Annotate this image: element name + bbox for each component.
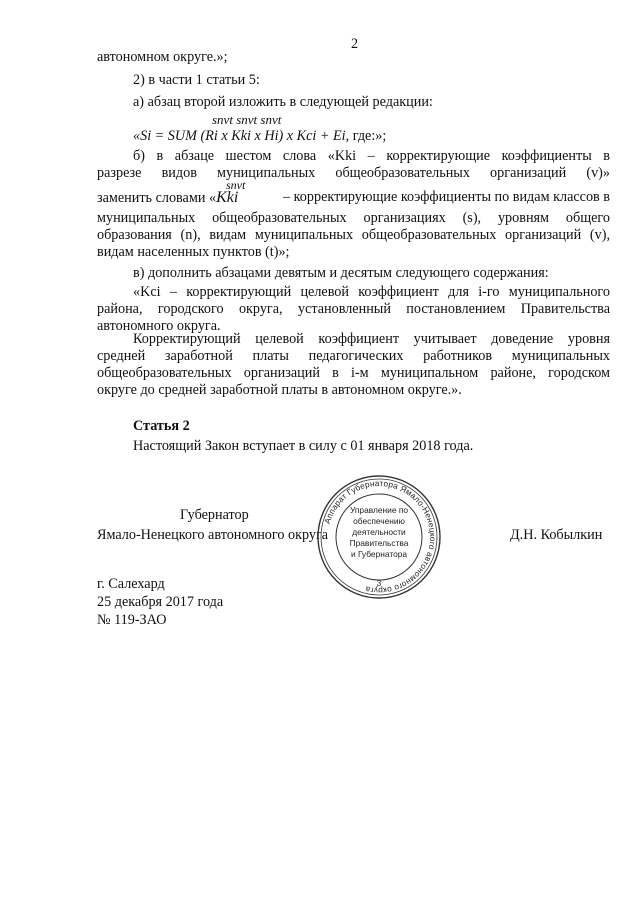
footer-date: 25 декабря 2017 года	[97, 594, 224, 610]
signature-region: Ямало-Ненецкого автономного округа	[97, 527, 329, 543]
article-text: Настоящий Закон вступает в силу с 01 января 2018 года.	[133, 438, 474, 454]
seal-line: Правительства	[349, 538, 409, 548]
paragraph-line: муниципальных общеобразовательных организациях (s), уровням общего	[97, 210, 610, 226]
seal-line: обеспечению	[353, 516, 405, 526]
seal-center-text	[316, 505, 442, 560]
paragraph-line: 2) в части 1 статьи 5:	[133, 72, 260, 88]
kki-superscript: snvt	[226, 178, 246, 192]
page-number: 2	[351, 36, 359, 52]
paragraph-line	[97, 189, 610, 207]
paragraph-line: видам населенных пунктов (t)»;	[97, 244, 290, 260]
signature-name: Д.Н. Кобылкин	[510, 527, 603, 543]
paragraph-line: округе до средней заработной платы в автономном округе.».	[97, 382, 462, 398]
seal-line: Управление по	[349, 505, 409, 515]
footer-city: г. Салехард	[97, 576, 165, 592]
paragraph-d	[97, 284, 610, 335]
paragraph-line: разрезе видов муниципальных общеобразовательных организаций (v)»	[97, 165, 610, 181]
paragraph-line: Корректирующий целевой коэффициент учитывает доведение уровня	[133, 331, 610, 347]
paragraph-b-cont	[97, 210, 610, 261]
paragraph-line: в) дополнить абзацами девятым и десятым следующего содержания:	[133, 265, 549, 281]
replace-words: заменить словами «	[97, 190, 217, 206]
paragraph-line: а) абзац второй изложить в следующей редакции:	[133, 94, 433, 110]
signature-position: Губернатор	[180, 507, 249, 523]
paragraph-e	[97, 331, 610, 399]
seal-line: и Губернатора	[350, 549, 408, 559]
formula-line	[133, 128, 386, 145]
formula-tail: где:»;	[349, 128, 387, 144]
paragraph-line: автономного округа.	[97, 318, 221, 334]
formula: «Si = SUM (Ri x Kki x Hi) x Kci + Ei,	[133, 128, 350, 144]
paragraph-line: средней заработной платы педагогических работников муниципальных	[97, 348, 610, 364]
paragraph-b	[97, 148, 610, 182]
paragraph-line: образования (n), видам муниципальных общеобразовательных организаций (v),	[97, 227, 610, 243]
kki-symbol: Kki	[216, 189, 239, 206]
paragraph-line: «Kci – корректирующий целевой коэффициент для i-го муниципального	[133, 284, 610, 300]
paragraph-line: б) в абзаце шестом слова «Kki – корректирующие коэффициенты в	[133, 148, 610, 164]
formula-superscript: snvt snvt snvt	[212, 112, 282, 127]
seal-ring-textpath: Аппарат Губернатора Ямало-Ненецкого автономного округа	[322, 478, 438, 596]
seal-line: деятельности	[352, 527, 406, 537]
official-seal	[316, 474, 442, 600]
article-title: Статья 2	[133, 418, 190, 434]
paragraph-line: общеобразовательных организаций в i-м муниципальном районе, городском	[97, 365, 610, 381]
seal-number: 3	[376, 579, 382, 588]
footer-number: № 119-ЗАО	[97, 612, 167, 628]
replace-tail: – корректирующие коэффициенты по видам классов в	[282, 189, 610, 205]
paragraph-line: района, городского округа, установленный постановлением Правительства	[97, 301, 610, 317]
paragraph-line: автономном округе.»;	[97, 49, 228, 65]
